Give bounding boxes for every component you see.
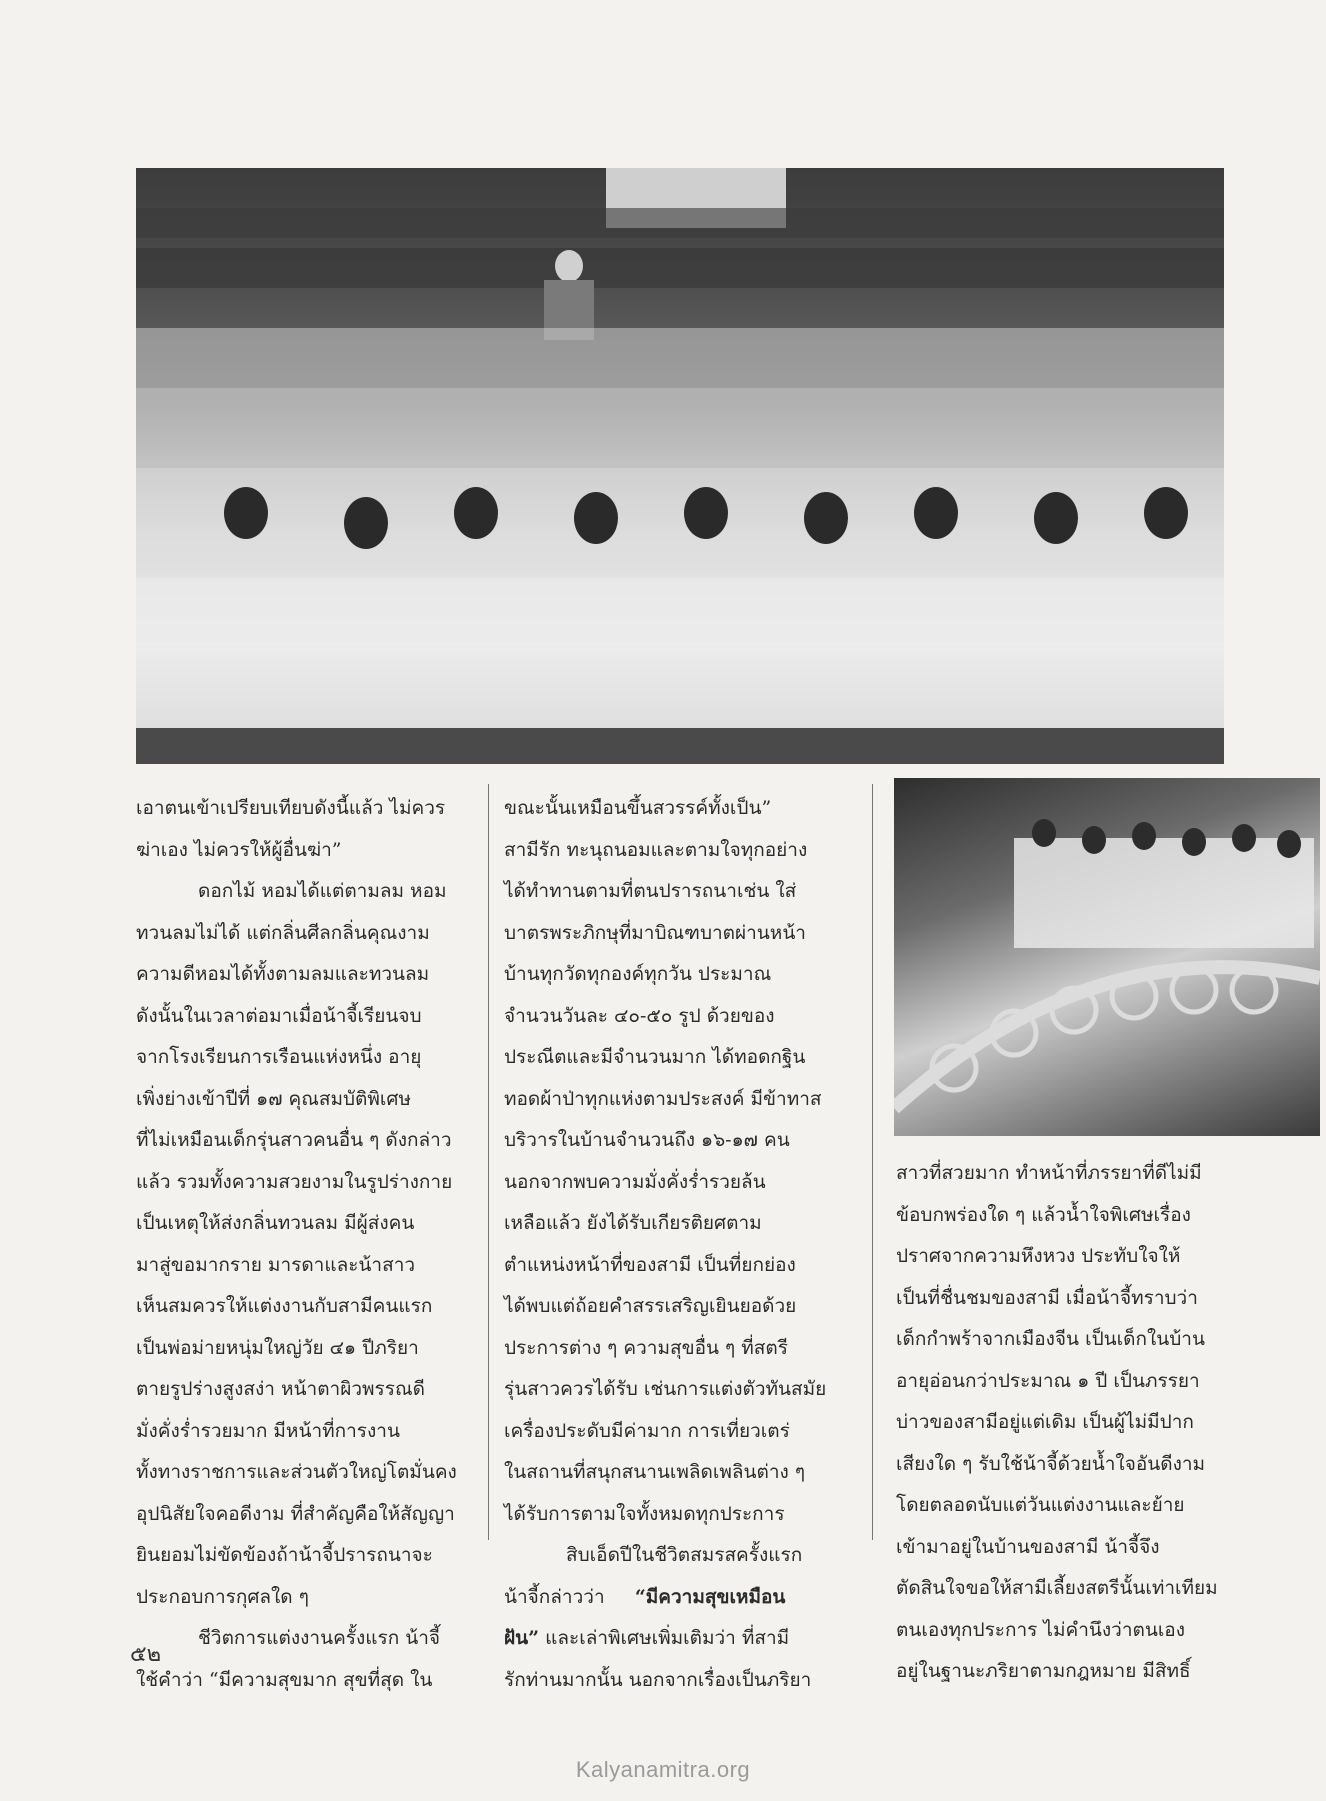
text-line: สามีรัก ทะนุถนอมและตามใจทุกอย่าง bbox=[504, 838, 808, 861]
girls-group bbox=[1014, 838, 1314, 948]
text-line: ทอดผ้าป่าทุกแห่งตามประสงค์ มีข้าทาส bbox=[504, 1087, 822, 1110]
text-column-right bbox=[896, 1153, 1226, 1693]
page-number: ๕๒ bbox=[130, 1642, 162, 1667]
side-photo-drawing bbox=[894, 778, 1320, 1136]
text-line: ดังนั้นในเวลาต่อมาเมื่อน้าจี้เรียนจบ bbox=[136, 1004, 422, 1027]
text-line: มาสู่ขอมากราย มารดาและน้าสาว bbox=[136, 1253, 416, 1276]
text-line: ตัดสินใจขอให้สามีเลี้ยงสตรีนั้นเท่าเทียม bbox=[896, 1577, 1218, 1599]
text-line: ทั้งทางราชการและส่วนตัวใหญ่โตมั่นคง bbox=[136, 1461, 457, 1483]
lawn bbox=[136, 728, 1224, 764]
text-line bbox=[504, 1577, 842, 1619]
text-line: เป็นที่ชื่นชมของสามี เมื่อน้าจี้ทราบว่า bbox=[896, 1286, 1198, 1309]
text-line: ดอกไม้ หอมได้แต่ตามลม หอม bbox=[198, 880, 447, 902]
text-fragment: น้าจี้กล่าวว่า bbox=[504, 1585, 605, 1608]
text-line: นอกจากพบความมั่งคั่งร่ำรวยล้น bbox=[504, 1170, 766, 1193]
monk-head bbox=[555, 250, 583, 282]
text-line: บริวารในบ้านจำนวนถึง ๑๖-๑๗ คน bbox=[504, 1129, 790, 1151]
text-line: ฆ่าเอง ไม่ควรให้ผู้อื่นฆ่า” bbox=[136, 838, 342, 861]
text-line: จากโรงเรียนการเรือนแห่งหนึ่ง อายุ bbox=[136, 1046, 422, 1068]
quote-bold: “มีความสุขเหมือน bbox=[634, 1585, 786, 1608]
main-photo-drawing bbox=[136, 168, 1224, 764]
text-line: แล้ว รวมทั้งความสวยงามในรูปร่างกาย bbox=[136, 1170, 453, 1193]
text-line: เด็กกำพร้าจากเมืองจีน เป็นเด็กในบ้าน bbox=[896, 1328, 1205, 1350]
text-line: มั่งคั่งร่ำรวยมาก มีหน้าที่การงาน bbox=[136, 1419, 400, 1442]
text-line: ในสถานที่สนุกสนานเพลิดเพลินต่าง ๆ bbox=[504, 1461, 806, 1483]
text-line: ตนเองทุกประการ ไม่คำนึงว่าตนเอง bbox=[896, 1618, 1185, 1641]
text-line: อุปนิสัยใจคอดีงาม ที่สำคัญคือให้สัญญา bbox=[136, 1502, 455, 1525]
text-line: โดยตลอดนับแต่วันแต่งงานและย้าย bbox=[896, 1494, 1185, 1516]
text-line: เสียงใด ๆ รับใช้น้าจี้ด้วยน้ำใจอันดีงาม bbox=[896, 1452, 1206, 1475]
text-line: รุ่นสาวควรได้รับ เช่นการแต่งตัวทันสมัย bbox=[504, 1378, 827, 1400]
text-line: ตายรูปร่างสูงสง่า หน้าตาผิวพรรณดี bbox=[136, 1378, 425, 1400]
text-line: เอาตนเข้าเปรียบเทียบดังนี้แล้ว ไม่ควร bbox=[136, 797, 446, 819]
text-line: รักท่านมากนั้น นอกจากเรื่องเป็นภริยา bbox=[504, 1668, 812, 1691]
text-line: สาวที่สวยมาก ทำหน้าที่ภรรยาที่ดีไม่มี bbox=[896, 1162, 1202, 1184]
quote-bold: ฝัน” bbox=[504, 1627, 540, 1649]
text-line: ชีวิตการแต่งงานครั้งแรก น้าจี้ bbox=[198, 1627, 441, 1649]
text-line: เพิ่งย่างเข้าปีที่ ๑๗ คุณสมบัติพิเศษ bbox=[136, 1087, 411, 1110]
text-line: ยินยอมไม่ขัดข้องถ้าน้าจี้ปรารถนาจะ bbox=[136, 1544, 433, 1566]
text-line: อายุอ่อนกว่าประมาณ ๑ ปี เป็นภรรยา bbox=[896, 1369, 1200, 1392]
text-line: ความดีหอมได้ทั้งตามลมและทวนลม bbox=[136, 963, 430, 985]
main-group-photo bbox=[136, 168, 1224, 764]
side-bridge-photo bbox=[894, 778, 1320, 1136]
text-line: เป็นเหตุให้ส่งกลิ่นทวนลม มีผู้ส่งคน bbox=[136, 1212, 415, 1234]
column-rule bbox=[872, 784, 873, 1540]
text-fragment: และเล่าพิเศษเพิ่มเติมว่า ที่สามี bbox=[545, 1627, 790, 1649]
text-line: ได้พบแต่ถ้อยคำสรรเสริญเยินยอด้วย bbox=[504, 1295, 797, 1317]
text-line: ข้อบกพร่องใด ๆ แล้วน้ำใจพิเศษเรื่อง bbox=[896, 1203, 1191, 1226]
hedge-row bbox=[136, 208, 1224, 238]
text-line: ได้ทำทานตามที่ตนปรารถนาเช่น ใส่ bbox=[504, 880, 797, 902]
text-line: บ้านทุกวัดทุกองค์ทุกวัน ประมาณ bbox=[504, 963, 772, 985]
text-column-middle bbox=[504, 788, 842, 1701]
text-line: ปราศจากความหึงหวง ประทับใจให้ bbox=[896, 1245, 1181, 1267]
watermark: Kalyanamitra.org bbox=[575, 1757, 751, 1782]
text-line: อยู่ในฐานะภริยาตามกฎหมาย มีสิทธิ์ bbox=[896, 1660, 1191, 1682]
text-line bbox=[504, 1618, 842, 1660]
text-line: เครื่องประดับมีค่ามาก การเที่ยวเตร่ bbox=[504, 1419, 790, 1442]
text-line: เข้ามาอยู่ในบ้านของสามี น้าจี้จึง bbox=[896, 1535, 1160, 1558]
text-column-left bbox=[136, 788, 466, 1701]
text-line: ประณีตและมีจำนวนมาก ได้ทอดกฐิน bbox=[504, 1046, 806, 1068]
text-line: บ่าวของสามีอยู่แต่เดิม เป็นผู้ไม่มีปาก bbox=[896, 1411, 1194, 1433]
text-line: ทวนลมไม่ได้ แต่กลิ่นศีลกลิ่นคุณงาม bbox=[136, 921, 430, 944]
text-line: สิบเอ็ดปีในชีวิตสมรสครั้งแรก bbox=[566, 1544, 803, 1566]
text-line: เห็นสมควรให้แต่งงานกับสามีคนแรก bbox=[136, 1295, 433, 1317]
text-line: ตำแหน่งหน้าที่ของสามี เป็นที่ยกย่อง bbox=[504, 1253, 796, 1276]
text-line: ขณะนั้นเหมือนขึ้นสวรรค์ทั้งเป็น” bbox=[504, 797, 772, 819]
bridge-rail bbox=[894, 967, 1320, 1108]
text-line: ได้รับการตามใจทั้งหมดทุกประการ bbox=[504, 1502, 785, 1525]
hedge-row bbox=[136, 248, 1224, 288]
text-line: เป็นพ่อม่ายหนุ่มใหญ่วัย ๔๑ ปีภริยา bbox=[136, 1336, 419, 1359]
text-line: ประการต่าง ๆ ความสุขอื่น ๆ ที่สตรี bbox=[504, 1336, 788, 1359]
text-line: ใช้คำว่า “มีความสุขมาก สุขที่สุด ใน bbox=[136, 1668, 433, 1691]
text-line: ที่ไม่เหมือนเด็กรุ่นสาวคนอื่น ๆ ดังกล่าว bbox=[136, 1129, 452, 1151]
column-rule bbox=[488, 784, 489, 1540]
text-line: บาตรพระภิกษุที่มาบิณฑบาตผ่านหน้า bbox=[504, 921, 806, 944]
text-line: เหลือแล้ว ยังได้รับเกียรติยศตาม bbox=[504, 1212, 762, 1234]
text-line: ประกอบการกุศลใด ๆ bbox=[136, 1585, 309, 1608]
text-line: จำนวนวันละ ๔๐-๕๐ รูป ด้วยของ bbox=[504, 1004, 775, 1027]
